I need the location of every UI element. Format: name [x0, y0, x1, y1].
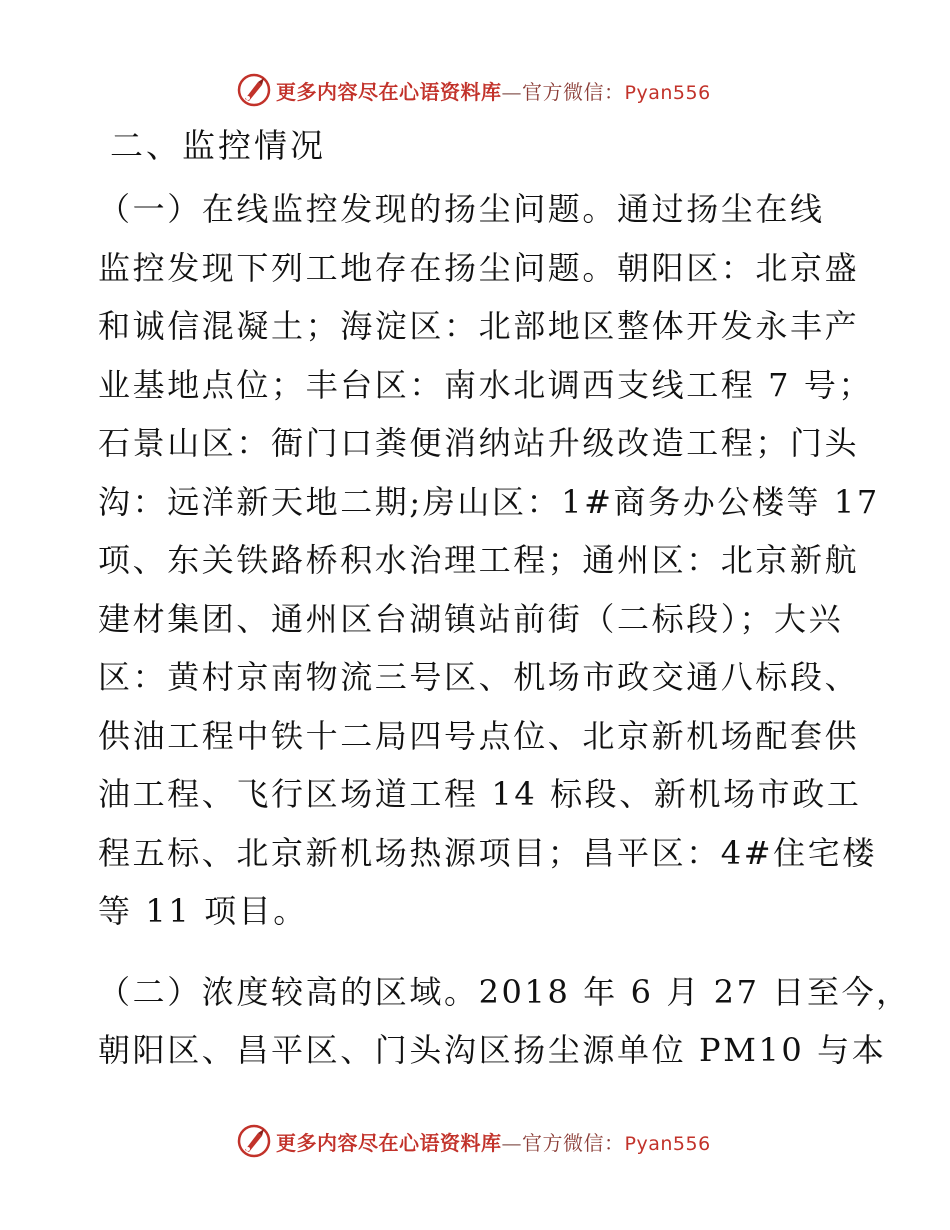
watermark-text [276, 1127, 711, 1156]
text-line: 程五标、北京新机场热源项目；昌平区：4#住宅楼 [98, 833, 877, 872]
paragraph-online-monitoring [98, 180, 880, 941]
watermark-wechat-id: Pyan556 [624, 81, 711, 104]
text-line: 供油工程中铁十二局四号点位、北京新机场配套供 [98, 716, 860, 755]
text-line: （二）浓度较高的区域。2018 年 6 月 27 日至今， [98, 972, 911, 1011]
watermark-brand: 更多内容尽在心语资料库 [276, 1130, 502, 1155]
text-line: 朝阳区、昌平区、门头沟区扬尘源单位 PM10 与本 [98, 1031, 887, 1069]
text-line: 和诚信混凝土；海淀区：北部地区整体开发永丰产 [98, 307, 860, 345]
text-line: 建材集团、通州区台湖镇站前街（二标段）；大兴 [98, 599, 844, 638]
text-line: 石景山区：衙门口粪便消纳站升级改造工程；门头 [98, 424, 860, 462]
footer-watermark [236, 1123, 711, 1159]
text-line: 项、东关铁路桥积水治理工程；通州区：北京新航 [98, 541, 860, 579]
watermark-brand: 更多内容尽在心语资料库 [276, 79, 502, 104]
quill-pen-logo-icon [236, 72, 272, 108]
watermark-wechat-label: 官方微信： [522, 1130, 625, 1155]
text-line: 等 11 项目。 [98, 892, 308, 930]
text-line: 沟：远洋新天地二期;房山区：1#商务办公楼等 17 [98, 482, 880, 521]
paragraph-high-concentration [98, 963, 911, 1080]
watermark-text [276, 76, 711, 105]
watermark-dash: — [501, 79, 522, 104]
document-body [98, 122, 911, 1080]
watermark-dash: — [501, 1130, 522, 1155]
quill-pen-logo-icon [236, 1123, 272, 1159]
text-line: 监控发现下列工地存在扬尘问题。朝阳区：北京盛 [98, 248, 860, 287]
watermark-wechat-label: 官方微信： [522, 79, 625, 104]
text-line: 区：黄村京南物流三号区、机场市政交通八标段、 [98, 658, 860, 696]
header-watermark [236, 72, 711, 108]
text-line: 业基地点位；丰台区：南水北调西支线工程 7 号； [98, 365, 874, 404]
text-line: （一）在线监控发现的扬尘问题。通过扬尘在线 [98, 190, 825, 228]
section-heading: 二、监控情况 [110, 126, 326, 165]
watermark-wechat-id: Pyan556 [624, 1132, 711, 1155]
text-line: 油工程、飞行区场道工程 14 标段、新机场市政工 [98, 775, 862, 813]
